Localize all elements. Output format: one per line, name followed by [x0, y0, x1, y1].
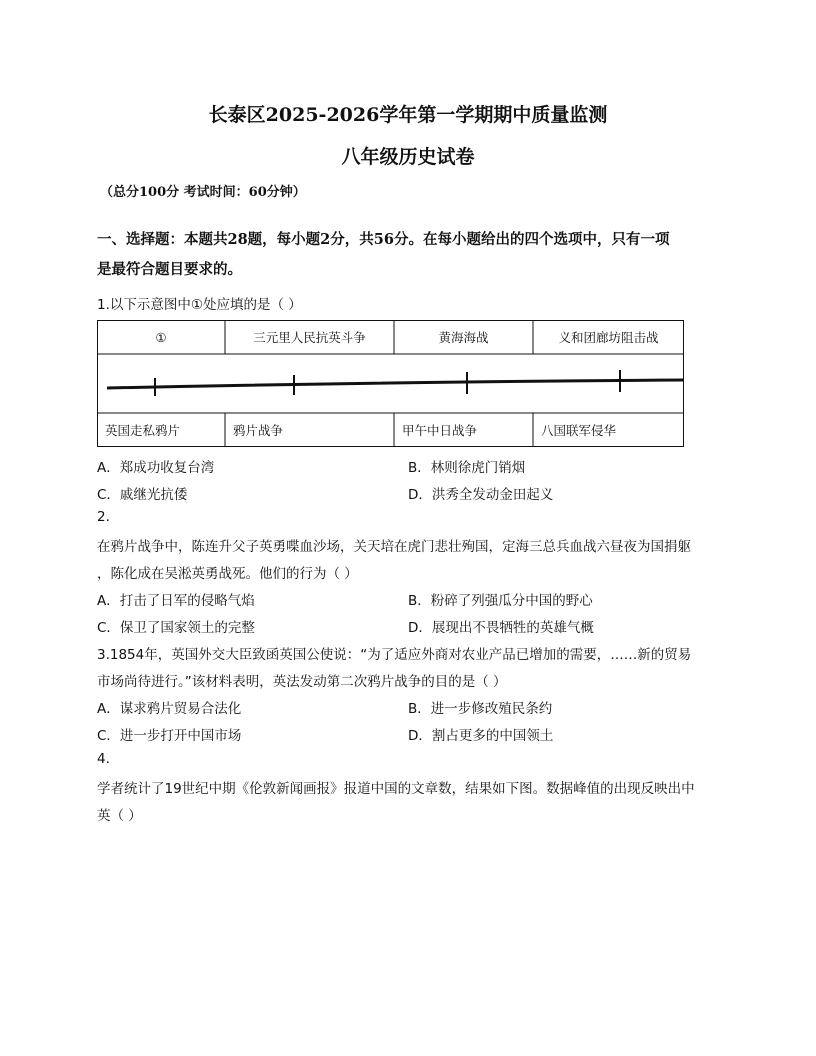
- question-2-stem-line2: ，陈化成在吴淞英勇战死。他们的行为（ ）: [97, 566, 358, 582]
- q2-option-a[interactable]: A．打击了日军的侵略气焰: [97, 593, 255, 609]
- q3-option-c[interactable]: C．进一步打开中国市场: [97, 728, 242, 744]
- timeline-top-cell-4: 义和团廊坊阻击战: [558, 330, 659, 345]
- question-4-number: 4.: [97, 751, 110, 767]
- timeline-bottom-cell-1: 英国走私鸦片: [105, 423, 181, 438]
- q3-option-d[interactable]: D．割占更多的中国领土: [408, 728, 554, 744]
- section-instruction-line2: 是最符合题目要求的。: [97, 261, 242, 278]
- q1-option-d[interactable]: D．洪秀全发动金田起义: [408, 487, 554, 503]
- q1-option-a[interactable]: A．郑成功收复台湾: [97, 460, 215, 476]
- q2-option-d[interactable]: D．展现出不畏牺牲的英雄气概: [408, 620, 594, 636]
- page-title: 长泰区2025-2026学年第一学期期中质量监测: [208, 104, 608, 126]
- question-2-number: 2.: [97, 509, 110, 525]
- page-subtitle: 八年级历史试卷: [341, 146, 475, 168]
- timeline-axis: [107, 380, 684, 388]
- question-3-stem-line2: 市场尚待进行。”该材料表明，英法发动第二次鸦片战争的目的是（ ）: [97, 674, 507, 690]
- q3-option-b[interactable]: B．进一步修改殖民条约: [408, 701, 553, 717]
- q1-option-b[interactable]: B．林则徐虎门销烟: [408, 460, 526, 476]
- timeline-top-cell-1: ①: [155, 329, 167, 345]
- timeline-figure: [97, 320, 684, 447]
- question-2-stem-line1: 在鸦片战争中，陈连升父子英勇喋血沙场，关天培在虎门悲壮殉国，定海三总兵血战六昼夜为国捐躯: [97, 539, 691, 555]
- q2-option-b[interactable]: B．粉碎了列强瓜分中国的野心: [408, 593, 593, 609]
- timeline-top-cell-3: 黄海海战: [438, 330, 489, 345]
- question-1-stem: 1.以下示意图中①处应填的是（ ）: [97, 297, 302, 313]
- question-4-stem-line2: 英（ ）: [97, 808, 142, 824]
- section-instruction-line1: 一、选择题：本题共28题，每小题2分，共56分。在每小题给出的四个选项中，只有一项: [97, 231, 670, 248]
- q2-option-c[interactable]: C．保卫了国家领土的完整: [97, 620, 255, 636]
- timeline-bottom-cell-3: 甲午中日战争: [402, 423, 478, 438]
- q3-option-a[interactable]: A．谋求鸦片贸易合法化: [97, 701, 242, 717]
- question-3-stem-line1: 3.1854年，英国外交大臣致函英国公使说：“为了适应外商对农业产品已增加的需要，……新的贸易: [97, 647, 692, 663]
- exam-meta: （总分100分 考试时间：60分钟）: [100, 185, 306, 200]
- timeline-bottom-cell-4: 八国联军侵华: [541, 423, 617, 438]
- timeline-top-cell-2: 三元里人民抗英斗争: [253, 330, 366, 345]
- question-4-stem-line1: 学者统计了19世纪中期《伦敦新闻画报》报道中国的文章数，结果如下图。数据峰值的出现反映出中: [97, 781, 695, 797]
- q1-option-c[interactable]: C．戚继光抗倭: [97, 487, 188, 503]
- timeline-bottom-cell-2: 鸦片战争: [233, 423, 284, 438]
